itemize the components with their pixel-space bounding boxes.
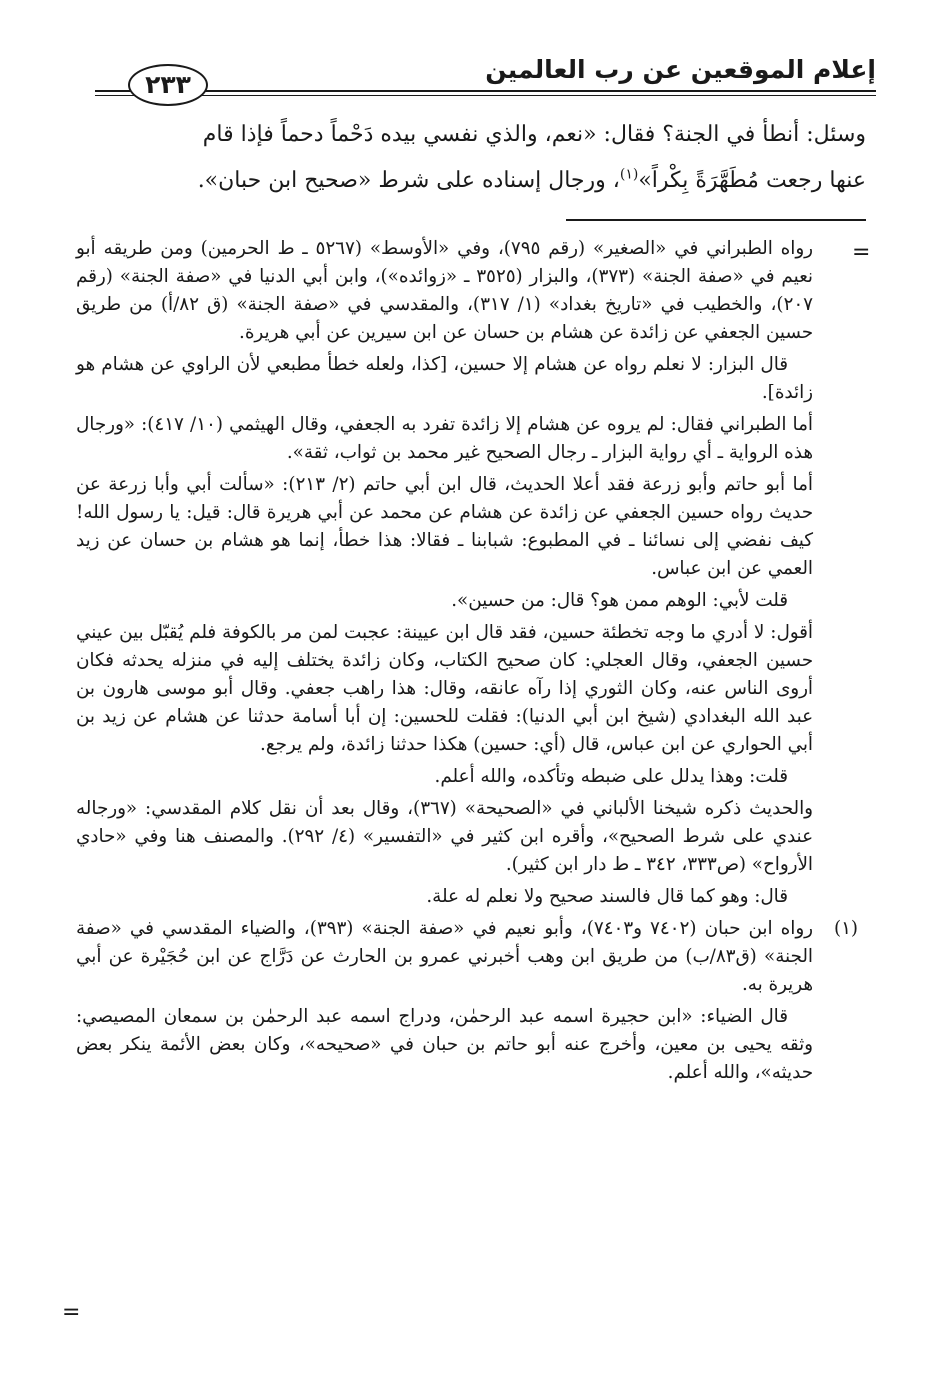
footnote-paragraph: قال البزار: لا نعلم رواه عن هشام إلا حسين، [كذا، ولعله خطأ مطبعي لأن الراوي عن هشام هو زائدة]. [76,354,813,403]
footnote-paragraph: قال: وهو كما قال فالسند صحيح ولا نعلم له علة. [426,886,788,907]
page-number: ٢٣٣ [128,64,208,106]
footnote-1 [76,915,866,999]
footnote-1-continuation: قال الضياء: «ابن حجيرة اسمه عبد الرحمٰن، ودراج اسمه عبد الرحمٰن بن سمعان المصيصي: وثقه يحيى بن معين، وأخرج عنه أبو حاتم بن حبان في «صحيحه»، وكان بعض الأئمة ينكر بعض حديثه»، والله أعلم. [76,1006,813,1083]
footnote-number: (١) [833,918,859,939]
footnote-paragraph: قلت لأبي: الوهم ممن هو؟ قال: من حسين». [451,590,788,611]
footnote-paragraph: والحديث ذكره شيخنا الألباني في «الصحيحة» (٣٦٧)، وقال بعد أن نقل كلام المقدسي: «ورجاله عندي على شرط الصحيح»، وأقره ابن كثير في «التفسير» (٤/ ٢٩٢). والمصنف هنا وفي «حادي الأرواح» (ص٣٣٣، ٣٤٢ ـ ط دار ابن كثير). [76,798,813,875]
footnote-paragraph: قلت: وهذا يدلل على ضبطه وتأكده، والله أعلم. [434,766,788,787]
footnote-paragraph: أقول: لا أدري ما وجه تخطئة حسين، فقد قال ابن عيينة: عجبت لمن مر بالكوفة فلم يُقبّل بين عيني حسين الجعفي، وقال العجلي: كان صحيح الكتاب، وكان زائدة يختلف إليه في منزله يحدثه فكان أروى الناس عنه، وكان الثوري إذا رآه عانقه، وقال: هذا راهب جعفي. وقال أبو موسى هارون بن عبد الله البغدادي (شيخ ابن أبي الدنيا): فقلت للحسين: إن أبا أسامة حدثنا عن هشام عن زيد بن أبي الحواري عن ابن عباس، قال (أي: حسين) هكذا حدثنا زائدة، ولم يرجع. [76,622,813,755]
footnote-paragraph: أما أبو حاتم وأبو زرعة فقد أعلا الحديث، قال ابن أبي حاتم (٢/ ٢١٣): «سألت أبي وأبا زرعة عن حديث رواه حسين الجعفي عن زائدة عن هشام عن محمد عن أبي هريرة قال: قيل: يا رسول الله! كيف نفضي إلى نسائنا ـ في المطبوع: شبابنا ـ فقالا: هذا خطأ، إنما هو هشام بن حسان عن زيد العمي عن ابن عباس. [76,474,813,579]
main-line-2-before: عنها رجعت مُطَهَّرَةً بِكْراً» [638,168,866,193]
continuation-mark: = [852,240,871,265]
footnote-1-text: رواه ابن حبان (٧٤٠٢ و٧٤٠٣)، وأبو نعيم في «صفة الجنة» (٣٩٣)، والضياء المقدسي في «صفة الجنة» (ق٨٣/ب) من طريق ابن وهب أخبرني عمرو بن الحارث عن دَرَّاج عن ابن حُجَيْرة عن أبي هريرة به. [76,918,813,995]
footnote-separator [566,219,866,221]
main-line-1: وسئل: أنطأ في الجنة؟ فقال: «نعم، والذي نفسي بيده دَحْماً دحماً فإذا قام [202,122,866,147]
footnote-paragraph: أما الطبراني فقال: لم يروه عن هشام إلا زائدة تفرد به الجعفي، وقال الهيثمي (١٠/ ٤١٧): «ورجال هذه الرواية ـ أي رواية البزار ـ رجال الصحيح غير محمد بن ثواب، ثقة». [76,414,813,463]
main-text [86,112,866,204]
header-rule [95,90,876,96]
footnote-paragraph: رواه الطبراني في «الصغير» (رقم ٧٩٥)، وفي «الأوسط» (٥٢٦٧ ـ ط الحرمين) ومن طريقه أبو نعيم في «صفة الجنة» (٣٧٣)، والبزار (٣٥٢٥ ـ «زوائده»)، وابن أبي الدنيا في «صفة الجنة» (رقم ٢٠٧)، والخطيب في «تاريخ بغداد» (١/ ٣١٧)، والمقدسي في «صفة الجنة» (ق ٨٢/أ) من طريق حسين الجعفي عن زائدة عن هشام بن حسان عن ابن سيرين عن أبي هريرة. [76,238,814,343]
main-line-2-after: ، ورجال إسناده على شرط «صحيح ابن حبان». [197,168,620,193]
footnote-reference[interactable]: (١) [619,166,639,183]
main-text-line [86,112,866,158]
main-text-line [86,158,866,204]
footnotes [76,235,866,1091]
continuation-end-mark: = [62,1300,81,1325]
running-title: إعلام الموقعين عن رب العالمين [485,55,876,84]
